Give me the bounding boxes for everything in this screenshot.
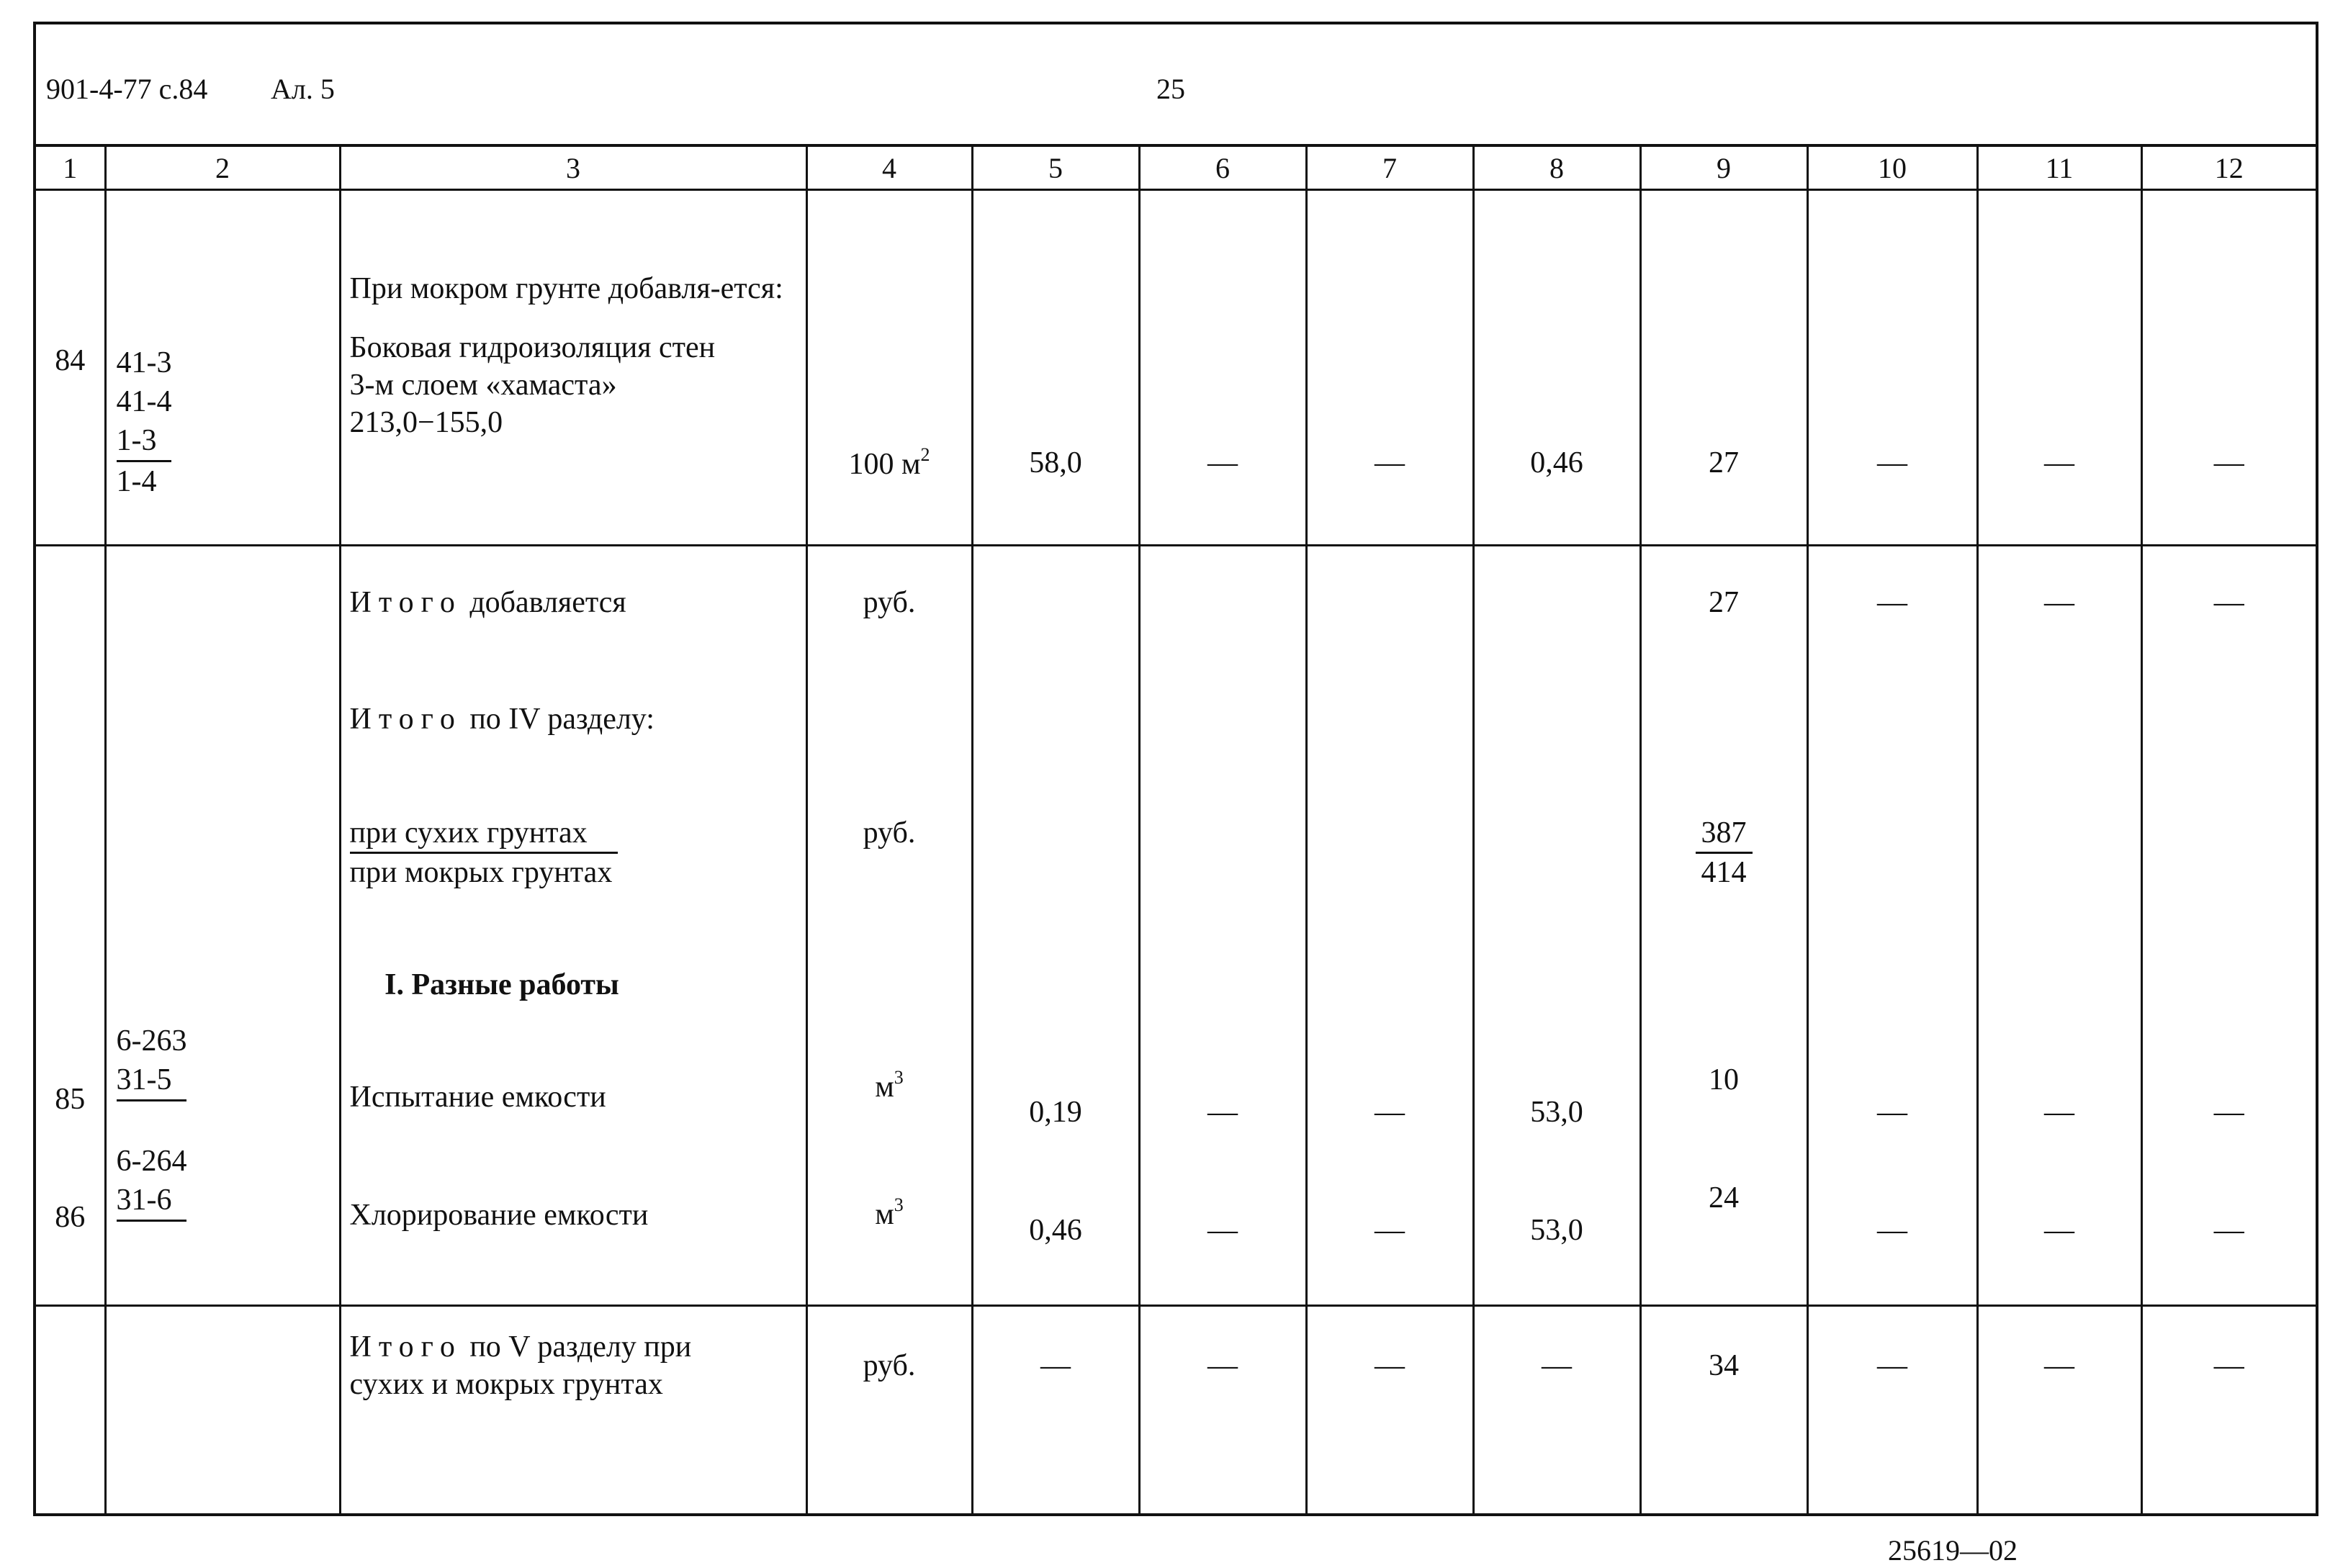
cell-value: 58,0 [1029, 446, 1082, 479]
cell-value: — [2044, 1096, 2074, 1129]
total-added-label: Итого добавляется [349, 586, 626, 619]
cell-value: — [2044, 586, 2074, 619]
dry-total: 387 [1696, 814, 1753, 854]
wet-soil-label: при мокрых грунтах [349, 856, 613, 889]
desc-line: 213,0−155,0 [349, 406, 503, 439]
col-header: 10 [1807, 147, 1977, 190]
cell-value: 27 [1709, 446, 1739, 479]
total-section-v-label: Итого по V разделу при сухих и мокрых грунтах [349, 1330, 692, 1401]
norm-references [107, 546, 339, 1222]
col-header: 12 [2141, 147, 2316, 190]
cell-value: 24 [1709, 1181, 1739, 1215]
row-number: 84 [55, 344, 86, 377]
row-number: 85 [55, 1083, 86, 1116]
dry-soil-label: при сухих грунтах [350, 814, 619, 854]
col-header: 4 [806, 147, 972, 190]
cell-value: — [2044, 1214, 2074, 1247]
table-row [36, 190, 2316, 546]
col-header: 3 [340, 147, 806, 190]
cell-value: 0,46 [1029, 1214, 1082, 1247]
cell-value: — [2044, 1349, 2074, 1382]
cell-value: — [2213, 586, 2244, 619]
cell-value: — [1877, 1349, 1907, 1382]
section-title: I. Разные работы [384, 968, 619, 1001]
cell-value: — [2213, 446, 2244, 479]
unit: руб. [863, 816, 916, 850]
cell-value: 10 [1709, 1063, 1739, 1096]
wet-total: 414 [1701, 856, 1747, 889]
norm-ref: 1-3 [117, 421, 171, 462]
cell-value: 0,19 [1029, 1096, 1082, 1129]
norm-ref: 41-3 [116, 346, 172, 379]
cell-value: 53,0 [1530, 1214, 1583, 1247]
col-header: 11 [1977, 147, 2141, 190]
cell-value: 0,46 [1530, 446, 1583, 479]
unit: руб. [863, 586, 916, 619]
cell-value: — [2213, 1349, 2244, 1382]
album-number: Ал. 5 [271, 73, 335, 105]
row-number: 86 [55, 1201, 86, 1234]
work-description: Хлорирование емкости [349, 1199, 649, 1232]
cell-value: — [2213, 1096, 2244, 1129]
work-description [341, 307, 806, 441]
norm-ref: 1-4 [116, 465, 157, 498]
page-number: 25 [1156, 73, 1185, 105]
unit: 100 $м^2$ [848, 444, 930, 481]
norm-ref: 41-4 [116, 385, 172, 418]
cell-value: — [1375, 1349, 1405, 1382]
cell-value: — [1207, 446, 1238, 479]
norm-ref: 6-263 [116, 1024, 187, 1058]
col-header: 9 [1640, 147, 1807, 190]
col-header: 6 [1139, 147, 1306, 190]
cell-value: — [1207, 1214, 1238, 1247]
page-header [36, 24, 2316, 147]
cell-value: — [1375, 1214, 1405, 1247]
cell-value: — [1375, 446, 1405, 479]
table-row [36, 1306, 2316, 1513]
cell-value: — [1877, 586, 1907, 619]
norm-references [107, 191, 339, 501]
norm-ref: 31-5 [117, 1060, 186, 1101]
document-sheet [33, 22, 2318, 1516]
col-header: 8 [1473, 147, 1640, 190]
cell-value: — [2044, 446, 2074, 479]
cell-value: — [1207, 1096, 1238, 1129]
cell-value: 34 [1709, 1349, 1739, 1382]
desc-line: 3-м слоем «хамаста» [349, 369, 617, 402]
col-header: 7 [1306, 147, 1473, 190]
cell-value: — [1877, 1096, 1907, 1129]
col-header: 5 [972, 147, 1139, 190]
cell-value: 27 [1709, 586, 1739, 619]
total-section-iv-label: Итого по IV разделу: [349, 703, 655, 736]
cell-value: — [1375, 1096, 1405, 1129]
project-code: 901-4-77 с.84 [46, 73, 208, 105]
col-header: 1 [36, 147, 105, 190]
work-description: Испытание емкости [349, 1081, 606, 1114]
column-number-row [36, 147, 2316, 190]
dry-wet-label [341, 738, 806, 891]
dry-wet-total [1642, 621, 1807, 891]
estimate-table [36, 147, 2316, 1513]
document-footer-code: 25619—02 [1888, 1534, 2018, 1567]
cell-value: — [1207, 1349, 1238, 1382]
unit: $м^3$ [875, 1194, 904, 1231]
norm-ref: 31-6 [117, 1181, 186, 1222]
cell-value: — [1877, 1214, 1907, 1247]
wet-soil-intro: При мокром грунте добавля-ется: [349, 272, 783, 305]
norm-ref: 6-264 [116, 1145, 187, 1178]
table-row [36, 546, 2316, 1306]
desc-line: Боковая гидроизоляция стен [349, 331, 716, 364]
cell-value: 53,0 [1530, 1096, 1583, 1129]
cell-value: — [1040, 1349, 1071, 1382]
unit: руб. [863, 1349, 916, 1382]
col-header: 2 [105, 147, 340, 190]
cell-value: — [1877, 446, 1907, 479]
unit: $м^3$ [875, 1067, 904, 1104]
cell-value: — [1542, 1349, 1572, 1382]
cell-value: — [2213, 1214, 2244, 1247]
